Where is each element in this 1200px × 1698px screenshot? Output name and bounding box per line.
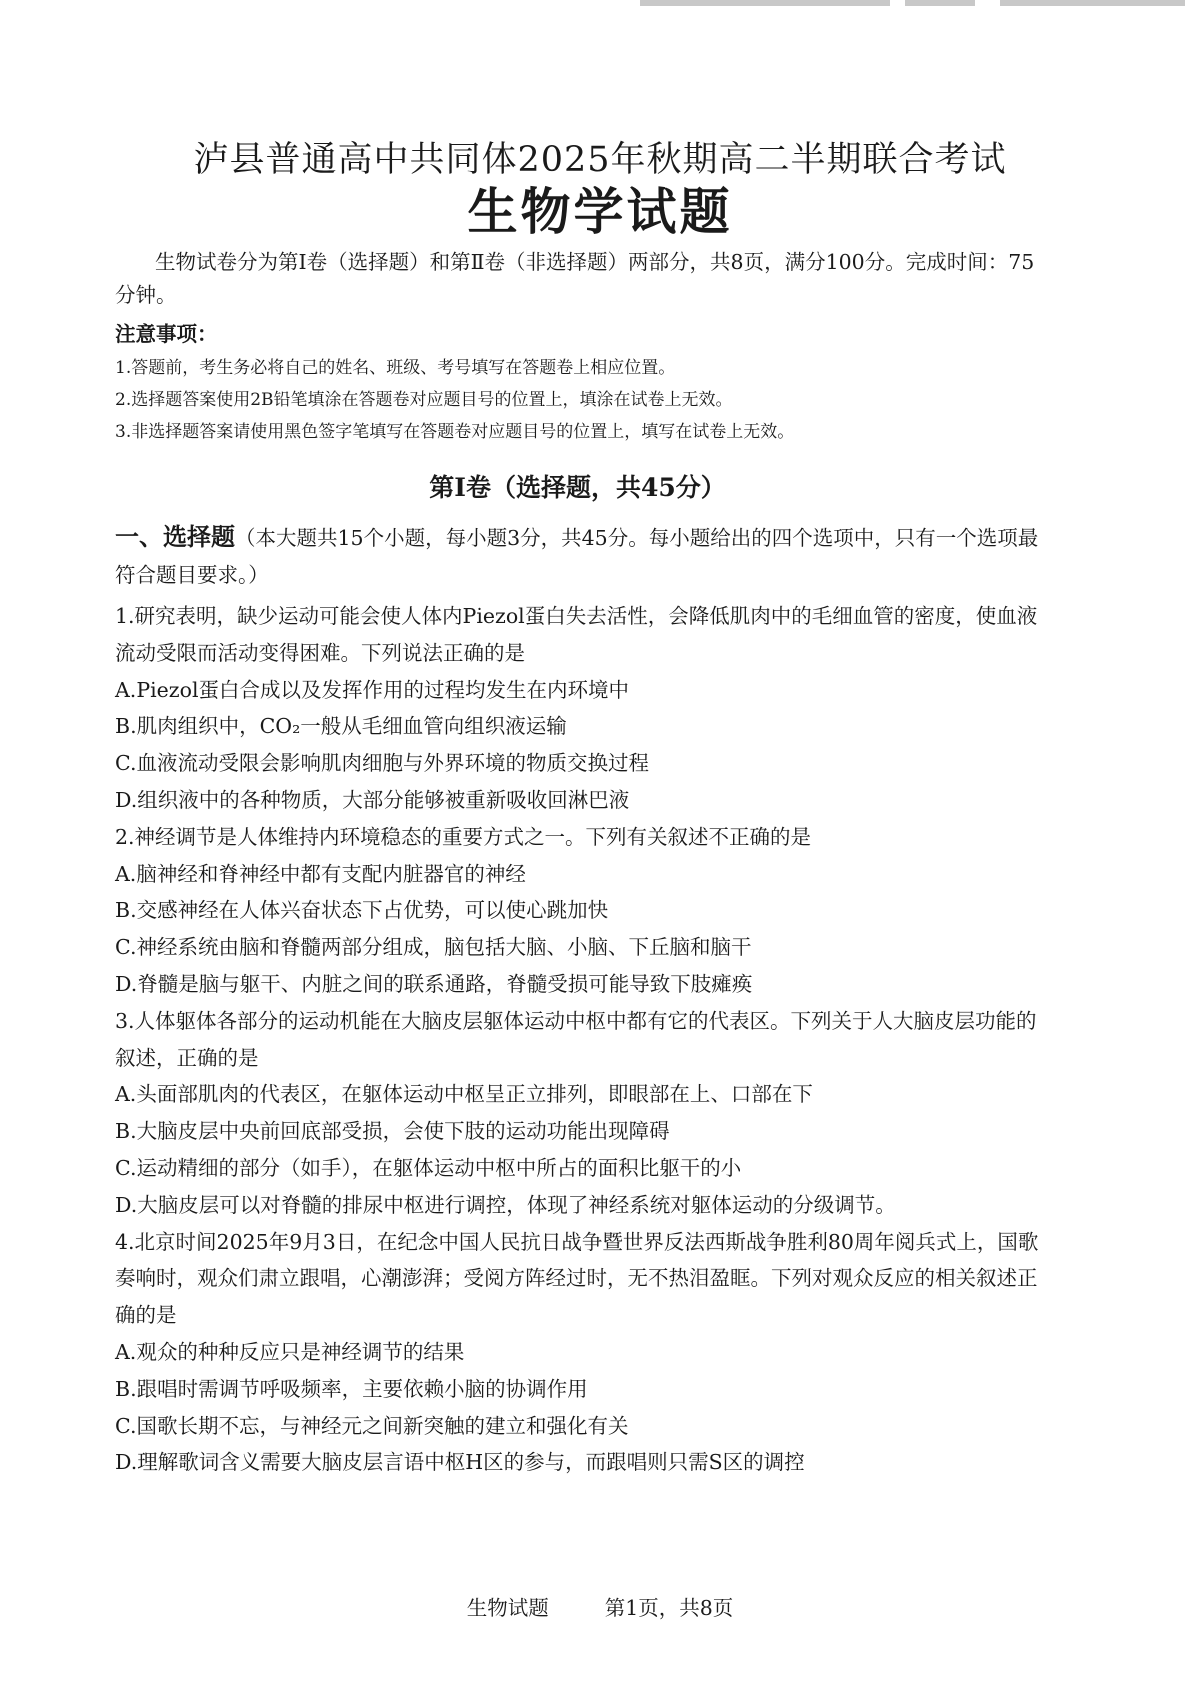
exam-intro: 生物试卷分为第Ⅰ卷（选择题）和第Ⅱ卷（非选择题）两部分，共8页，满分100分。完成时间：75分钟。 — [115, 250, 1035, 307]
scan-artifact-2 — [905, 0, 975, 6]
option-a: A.观众的种种反应只是神经调节的结果 — [115, 1339, 465, 1364]
notice-item-2: 2.选择题答案使用2B铅笔填涂在答题卷对应题目号的位置上，填涂在试卷上无效。 — [115, 390, 733, 410]
page-content — [115, 246, 1040, 1481]
question-3 — [115, 1003, 1040, 1224]
page-footer — [0, 1593, 1200, 1623]
part-title: 一、选择题 — [115, 522, 235, 551]
option-a: A.头面部肌肉的代表区，在躯体运动中枢呈正立排列，即眼部在上、口部在下 — [115, 1082, 813, 1107]
option-b: B.肌肉组织中，CO₂一般从毛细血管向组织液运输 — [115, 714, 567, 739]
footer-subject: 生物试题 — [466, 1596, 549, 1620]
question-stem: 1.研究表明，缺少运动可能会使人体内Piezol蛋白失去活性，会降低肌肉中的毛细血管的密度，使血液流动受限而活动变得困难。下列说法正确的是 — [115, 604, 1038, 665]
option-d: D.大脑皮层可以对脊髓的排尿中枢进行调控，体现了神经系统对躯体运动的分级调节。 — [115, 1192, 896, 1217]
option-a: A.Piezol蛋白合成以及发挥作用的过程均发生在内环境中 — [115, 677, 630, 702]
footer-page-number: 第1页，共8页 — [604, 1596, 734, 1620]
question-stem: 2.神经调节是人体维持内环境稳态的重要方式之一。下列有关叙述不正确的是 — [115, 824, 812, 849]
notice-heading: 注意事项： — [115, 322, 218, 346]
question-4 — [115, 1224, 1040, 1482]
scan-artifact-1 — [640, 0, 890, 6]
option-d: D.脊髓是脑与躯干、内脏之间的联系通路，脊髓受损可能导致下肢瘫痪 — [115, 971, 753, 996]
option-c: C.血液流动受限会影响肌肉细胞与外界环境的物质交换过程 — [115, 751, 649, 776]
option-b: B.跟唱时需调节呼吸频率，主要依赖小脑的协调作用 — [115, 1376, 588, 1401]
option-a: A.脑神经和脊神经中都有支配内脏器官的神经 — [115, 861, 526, 886]
question-2 — [115, 819, 1040, 1003]
question-list — [115, 598, 1040, 1481]
option-d: D.理解歌词含义需要大脑皮层言语中枢H区的参与，而跟唱则只需S区的调控 — [115, 1450, 805, 1475]
question-stem: 4.北京时间2025年9月3日，在纪念中国人民抗日战争暨世界反法西斯战争胜利80周年阅兵式上，国歌奏响时，观众们肃立跟唱，心潮澎湃；受阅方阵经过时，无不热泪盈眶。下列对观众反应的相关叙述正确的是 — [115, 1229, 1039, 1328]
notice-item-3: 3.非选择题答案请使用黑色签字笔填写在答题卷对应题目号的位置上，填写在试卷上无效。 — [115, 422, 795, 442]
part-description: （本大题共15个小题，每小题3分，共45分。每小题给出的四个选项中，只有一个选项最符合题目要求。） — [115, 526, 1039, 587]
option-c: C.神经系统由脑和脊髓两部分组成，脑包括大脑、小脑、下丘脑和脑干 — [115, 935, 752, 960]
option-b: B.大脑皮层中央前回底部受损，会使下肢的运动功能出现障碍 — [115, 1119, 670, 1144]
question-stem: 3.人体躯体各部分的运动机能在大脑皮层躯体运动中枢中都有它的代表区。下列关于人大脑皮层功能的叙述，正确的是 — [115, 1008, 1037, 1070]
option-b: B.交感神经在人体兴奋状态下占优势，可以使心跳加快 — [115, 898, 609, 923]
option-c: C.国歌长期不忘，与神经元之间新突触的建立和强化有关 — [115, 1413, 629, 1438]
part-header — [115, 518, 1040, 594]
option-d: D.组织液中的各种物质，大部分能够被重新吸收回淋巴液 — [115, 787, 630, 812]
exam-main-title: 生物学试题 — [467, 182, 733, 241]
section-heading: 第Ⅰ卷（选择题，共45分） — [429, 473, 726, 502]
notice-item-1: 1.答题前，考生务必将自己的姓名、班级、考号填写在答题卷上相应位置。 — [115, 358, 676, 378]
option-c: C.运动精细的部分（如手），在躯体运动中枢中所占的面积比躯干的小 — [115, 1155, 742, 1180]
exam-header-title: 泸县普通高中共同体2025年秋期高二半期联合考试 — [193, 140, 1007, 180]
scan-artifact-3 — [1000, 0, 1185, 6]
question-1 — [115, 598, 1040, 819]
